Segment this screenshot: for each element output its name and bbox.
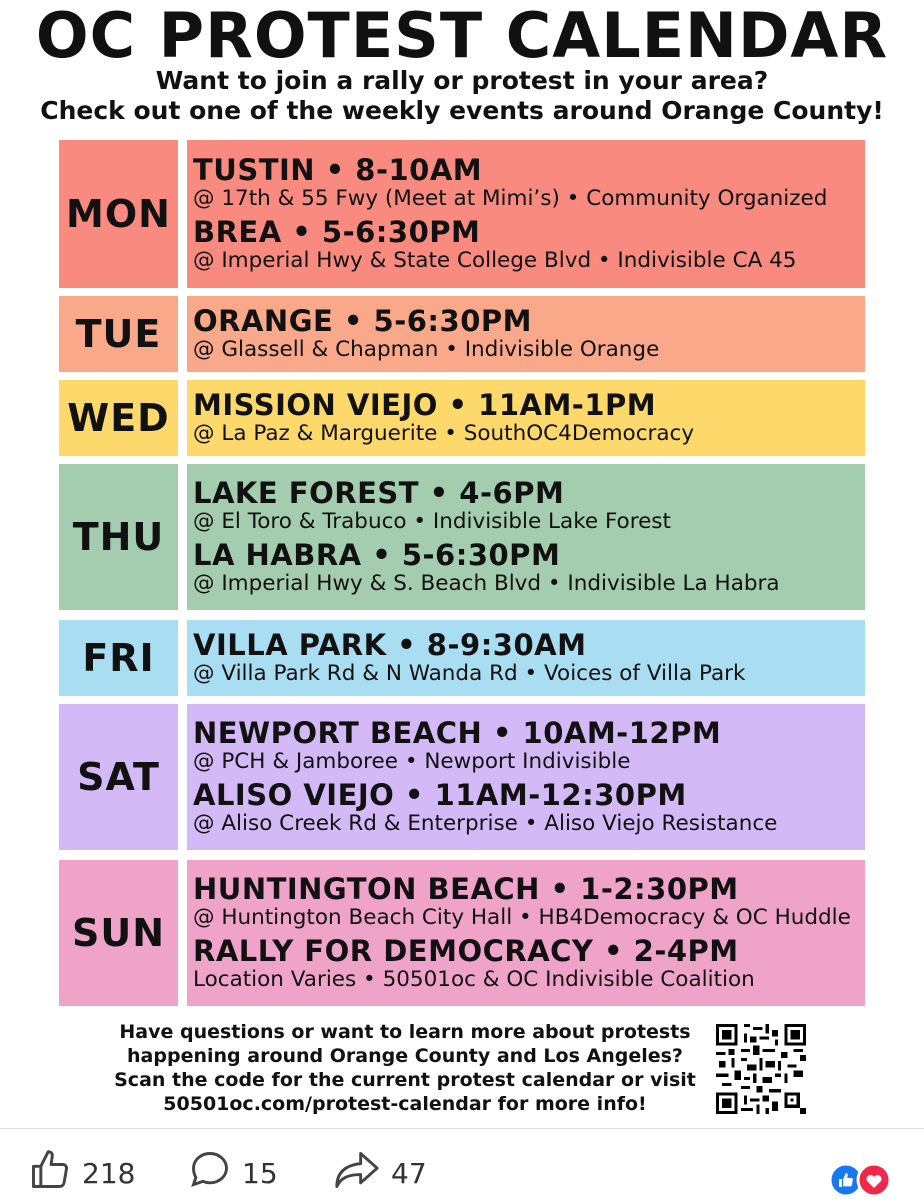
day-label: TUE: [59, 296, 178, 372]
comment-button[interactable]: [188, 1148, 278, 1199]
events-box: [187, 620, 865, 696]
footer-line: Have questions or want to learn more about protests: [119, 1021, 691, 1043]
day-row-sun: [59, 860, 865, 1006]
event-title: NEWPORT BEACH • 10AM-12PM: [193, 716, 722, 750]
event: [193, 629, 865, 687]
post-actions-bar: [0, 1140, 924, 1200]
footer-line: 50501oc.com/protest-calendar for more info!: [163, 1093, 647, 1115]
day-row-mon: [59, 140, 865, 288]
qr-code-icon: [716, 1024, 806, 1114]
event-title: TUSTIN • 8-10AM: [193, 153, 483, 187]
event-title: RALLY FOR DEMOCRACY • 2-4PM: [193, 934, 739, 968]
event-title: MISSION VIEJO • 11AM-1PM: [193, 388, 657, 422]
subtitle-line-2: Check out one of the weekly events around Orange County!: [40, 96, 884, 125]
day-label: SAT: [59, 704, 178, 850]
subtitle-line-1: Want to join a rally or protest in your area?: [155, 66, 769, 95]
day-label: MON: [59, 140, 178, 288]
day-label: SUN: [59, 860, 178, 1006]
event: [193, 154, 865, 212]
event-title: ORANGE • 5-6:30PM: [193, 304, 532, 338]
page-subtitle: [0, 66, 924, 126]
events-box: [187, 704, 865, 850]
event-title: LA HABRA • 5-6:30PM: [193, 538, 561, 572]
event-title: ALISO VIEJO • 11AM-12:30PM: [193, 778, 687, 812]
reactions-icon[interactable]: [822, 1160, 902, 1200]
page-title: OC PROTEST CALENDAR: [35, 0, 889, 72]
event-detail: @ El Toro & Trabuco • Indivisible Lake Forest: [193, 509, 671, 534]
events-box: [187, 464, 865, 610]
event-detail: @ Imperial Hwy & S. Beach Blvd • Indivisible La Habra: [193, 571, 780, 596]
day-row-thu: [59, 464, 865, 610]
event: [193, 389, 865, 447]
events-box: [187, 140, 865, 288]
day-label: WED: [59, 380, 178, 456]
event-title: LAKE FOREST • 4-6PM: [193, 476, 565, 510]
footer-line: Scan the code for the current protest calendar or visit: [114, 1069, 696, 1091]
share-count: 47: [391, 1157, 427, 1190]
event: [193, 717, 865, 775]
event-detail: @ Villa Park Rd & N Wanda Rd • Voices of Villa Park: [193, 661, 746, 686]
event-title: BREA • 5-6:30PM: [193, 215, 481, 249]
event-title: HUNTINGTON BEACH • 1-2:30PM: [193, 872, 739, 906]
share-arrow-icon: [333, 1148, 391, 1199]
event-detail: @ PCH & Jamboree • Newport Indivisible: [193, 749, 631, 774]
day-label: THU: [59, 464, 178, 610]
event: [193, 539, 865, 597]
events-box: [187, 380, 865, 456]
event: [193, 779, 865, 837]
day-row-tue: [59, 296, 865, 372]
event: [193, 935, 865, 993]
events-box: [187, 296, 865, 372]
footer-line: happening around Orange County and Los Angeles?: [127, 1045, 683, 1067]
event-detail: @ Glassell & Chapman • Indivisible Orange: [193, 337, 660, 362]
events-box: [187, 860, 865, 1006]
comment-bubble-icon: [188, 1148, 242, 1199]
comment-count: 15: [242, 1157, 278, 1190]
day-label: FRI: [59, 620, 178, 696]
footer-info: [100, 1020, 710, 1116]
event-detail: Location Varies • 50501oc & OC Indivisible Coalition: [193, 967, 755, 992]
event-detail: @ La Paz & Marguerite • SouthOC4Democracy: [193, 421, 695, 446]
event: [193, 477, 865, 535]
event-title: VILLA PARK • 8-9:30AM: [193, 628, 587, 662]
event-detail: @ Imperial Hwy & State College Blvd • Indivisible CA 45: [193, 248, 797, 273]
like-button[interactable]: [28, 1148, 135, 1199]
event: [193, 216, 865, 274]
event: [193, 873, 865, 931]
event-detail: @ 17th & 55 Fwy (Meet at Mimi’s) • Community Organized: [193, 186, 828, 211]
divider: [0, 1128, 924, 1129]
day-row-sat: [59, 704, 865, 850]
day-row-fri: [59, 620, 865, 696]
share-button[interactable]: [333, 1148, 427, 1199]
event-detail: @ Aliso Creek Rd & Enterprise • Aliso Viejo Resistance: [193, 811, 778, 836]
thumbs-up-icon: [28, 1148, 82, 1199]
event: [193, 305, 865, 363]
event-detail: @ Huntington Beach City Hall • HB4Democracy & OC Huddle: [193, 905, 851, 930]
day-row-wed: [59, 380, 865, 456]
like-count: 218: [82, 1157, 136, 1190]
